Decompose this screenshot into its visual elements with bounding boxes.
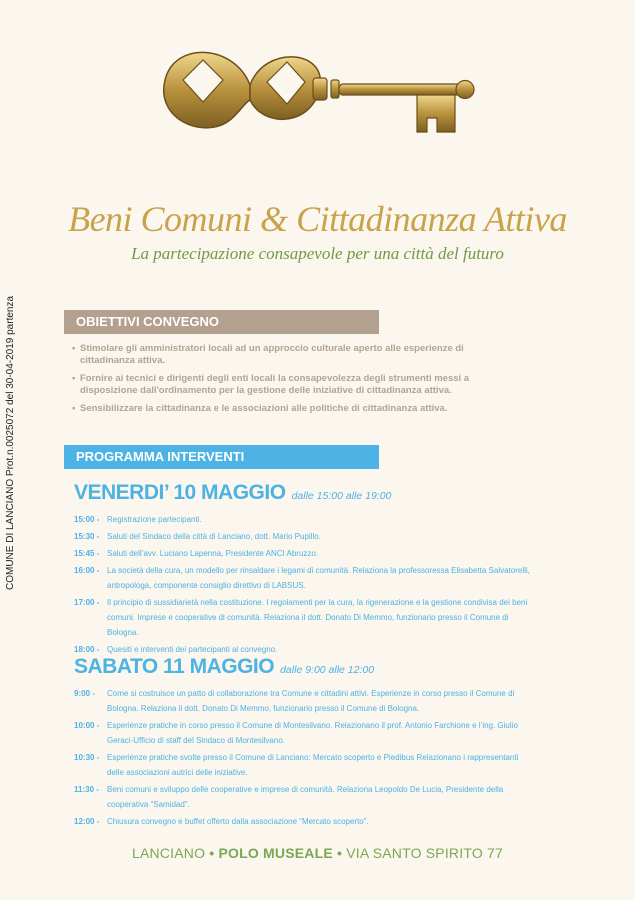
footer-city: LANCIANO <box>132 845 206 861</box>
list-item <box>74 546 534 561</box>
list-item <box>74 718 534 748</box>
day-heading-friday <box>74 481 391 505</box>
item-time: 15:45 - <box>74 549 100 558</box>
item-text: Esperienze pratiche in corso presso il Comune di Montesilvano. Relazionano il prof. Antonio Farchione e l’ing. Giulio Geraci-Ufficio di staff del Sindaco di Montesilvano. <box>107 721 518 745</box>
list-item: • Sensibilizzare la cittadinanza e le associazioni alle politiche di cittadinanza attiva. <box>72 403 512 415</box>
saturday-program-list <box>74 686 534 831</box>
footer-separator: • <box>209 845 215 861</box>
protocol-stamp: COMUNE DI LANCIANO Prot.n.0025072 del 30-04-2019 partenza <box>5 295 16 590</box>
footer-venue: POLO MUSEALE <box>218 845 333 861</box>
list-item <box>74 595 534 640</box>
list-item <box>74 563 534 593</box>
item-text: Il principio di sussidiarietà nella costituzione. I regolamenti per la cura, la rigenerazione e la gestione condivisa dei beni comuni. Imprese e cooperative di comunità. Relaziona il dott. Donato Di Memmo, funzionario presso il Comune di Bologna. <box>107 598 528 637</box>
list-item <box>74 814 534 829</box>
item-text: Saluti dell’avv. Luciano Lapenna, Presidente ANCI Abruzzo. <box>107 549 319 558</box>
day-label: SABATO 11 MAGGIO <box>74 655 275 678</box>
item-time: 9:00 - <box>74 689 95 698</box>
objectives-list <box>72 343 512 421</box>
item-time: 17:00 - <box>74 598 100 607</box>
event-title: Beni Comuni & Cittadinanza Attiva <box>68 199 567 239</box>
item-time: 11:30 - <box>74 785 99 794</box>
day-label: VENERDI’ 10 MAGGIO <box>74 481 286 504</box>
item-time: 10:00 - <box>74 721 100 730</box>
item-text: Beni comuni e sviluppo delle cooperative e imprese di comunità. Relaziona Leopoldo De Lucia, Presidente della cooperativa “Samidad”. <box>107 785 504 809</box>
objectives-heading: OBIETTIVI CONVEGNO <box>64 310 379 334</box>
list-item <box>74 512 534 527</box>
item-text: Chiusura convegno e buffet offerto dalla associazione “Mercato scoperto”. <box>107 817 369 826</box>
event-subtitle: La partecipazione consapevole per una città del futuro <box>131 244 504 263</box>
day-time: dalle 15:00 alle 19:00 <box>291 490 392 502</box>
list-item <box>74 529 534 544</box>
item-time: 18:00 - <box>74 645 100 654</box>
venue-footer <box>0 845 635 861</box>
item-time: 12:00 - <box>74 817 100 826</box>
item-time: 16:00 - <box>74 566 100 575</box>
friday-program-list <box>74 512 534 659</box>
golden-key-icon <box>155 40 485 150</box>
list-item <box>74 782 534 812</box>
program-heading: PROGRAMMA INTERVENTI <box>64 445 379 469</box>
item-text: Come si costruisce un patto di collaborazione tra Comune e cittadini attivi. Esperienze in corso presso il Comune di Bologna. Relaziona il dott. Donato Di Memmo, funzionario presso il Comune di Bologna. <box>107 689 515 713</box>
list-item <box>74 750 534 780</box>
list-item <box>74 686 534 716</box>
item-time: 10:30 - <box>74 753 100 762</box>
day-heading-saturday <box>74 655 374 679</box>
item-time: 15:30 - <box>74 532 100 541</box>
list-item: • Fornire ai tecnici e dirigenti degli enti locali la consapevolezza degli strumenti messi a disposizione dall'ordinamento per la gestione delle iniziative di cittadinanza attiva. <box>72 373 512 397</box>
item-text: La società della cura, un modello per rinsaldare i legami di comunità. Relaziona la professoressa Elisabetta Salvatorelli, antropologa, componente consiglio direttivo di LABSUS. <box>107 566 530 590</box>
day-time: dalle 9:00 alle 12:00 <box>280 664 375 676</box>
item-text: Quesiti e interventi dei partecipanti al convegno. <box>107 645 278 654</box>
item-text: Registrazione partecipanti. <box>107 515 202 524</box>
item-text: Esperienze pratiche svolte presso il Comune di Lanciano: Mercato scoperto e Piedibus Relazionano i rappresentanti delle associazioni autrici delle iniziative. <box>107 753 519 777</box>
item-text: Saluti del Sindaco della città di Lanciano, dott. Mario Pupillo. <box>107 532 321 541</box>
footer-separator: • <box>337 845 343 861</box>
list-item: • Stimolare gli amministratori locali ad un approccio culturale aperto alle esperienze di cittadinanza attiva. <box>72 343 512 367</box>
footer-address: VIA SANTO SPIRITO 77 <box>346 845 503 861</box>
item-time: 15:00 - <box>74 515 100 524</box>
